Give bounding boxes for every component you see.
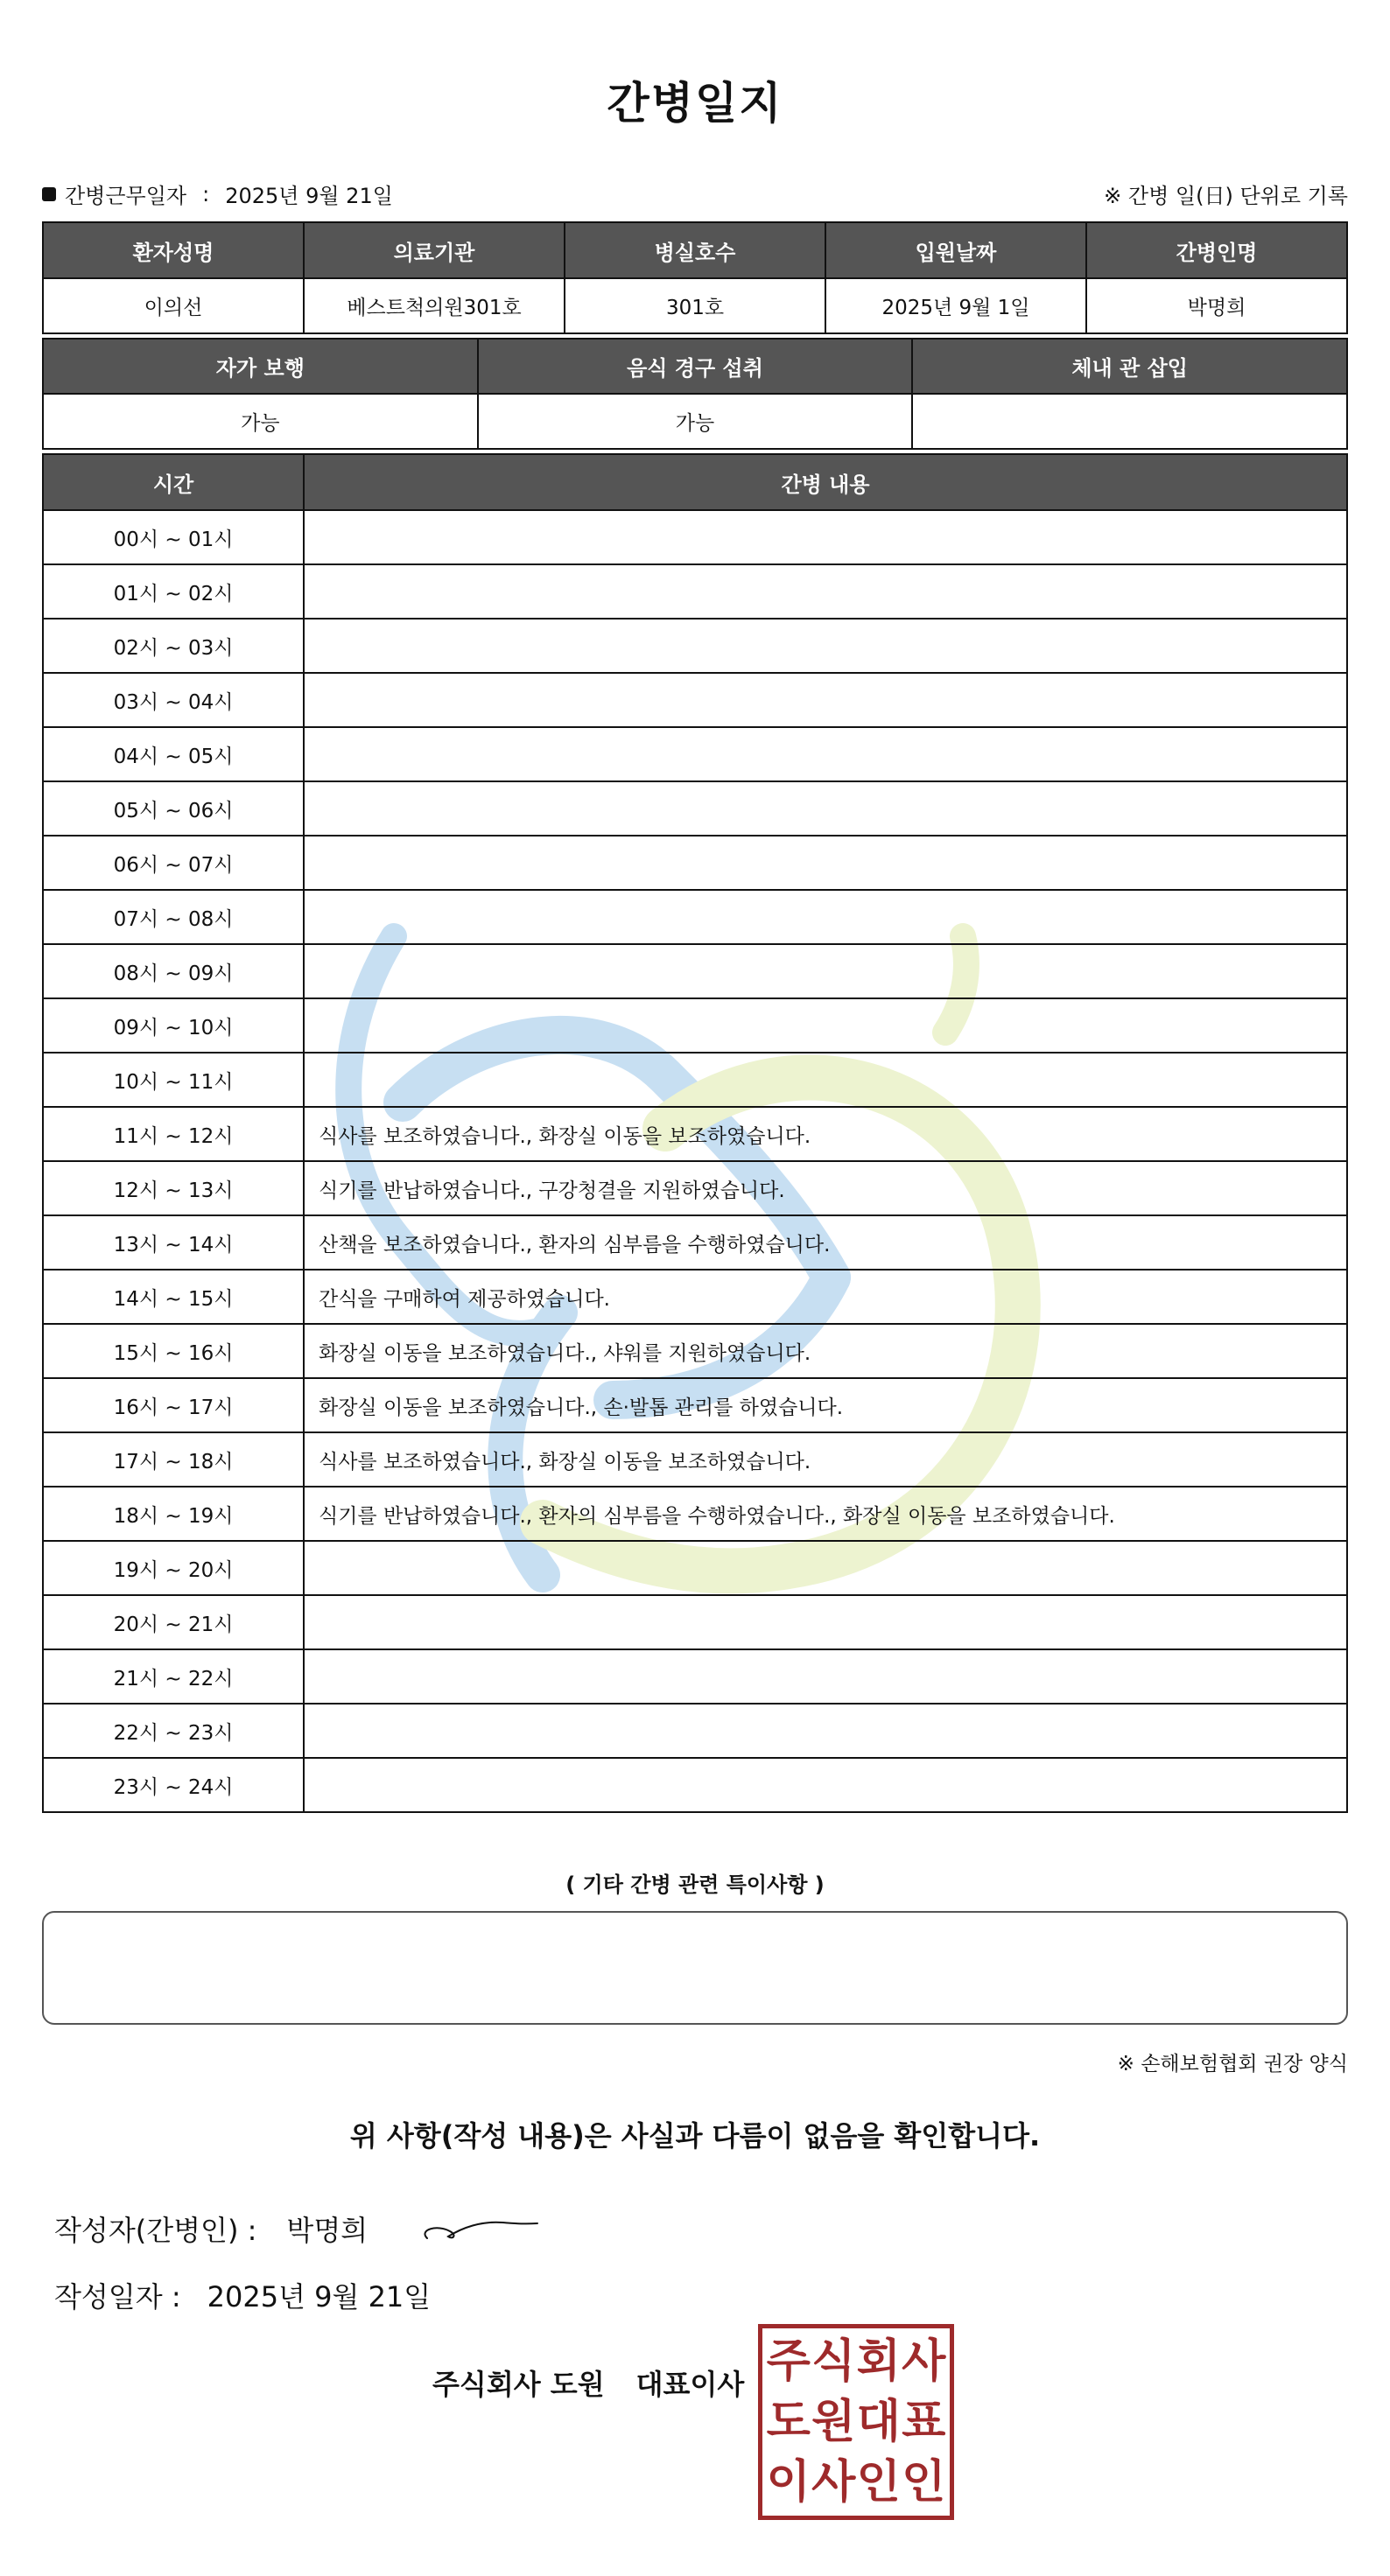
care-log-row [43, 890, 1347, 944]
writer-row [54, 2208, 368, 2249]
care-log-row [43, 1758, 1347, 1812]
care-log-time: 06시 ~ 07시 [43, 836, 304, 890]
work-date-label: 간병근무일자 [65, 184, 187, 208]
care-log-time: 20시 ~ 21시 [43, 1595, 304, 1649]
care-log-time: 18시 ~ 19시 [43, 1487, 304, 1541]
work-date-separator: : [202, 181, 210, 206]
care-log-content [304, 727, 1347, 781]
care-log-content [304, 619, 1347, 673]
care-log-row [43, 1215, 1347, 1270]
seal-character: 식 [811, 2335, 856, 2389]
header-care-content: 간병 내용 [304, 454, 1347, 510]
room-number-value: 301호 [565, 278, 825, 333]
care-log-row [43, 1324, 1347, 1378]
seal-character: 인 [902, 2455, 946, 2509]
care-log-row [43, 1053, 1347, 1107]
handwritten-signature [418, 2205, 550, 2249]
care-log-time: 09시 ~ 10시 [43, 998, 304, 1053]
header-oral-intake: 음식 경구 섭취 [478, 339, 913, 394]
care-log-content [304, 1649, 1347, 1704]
write-date-value: 2025년 9월 21일 [207, 2280, 432, 2314]
seal-character: 회 [856, 2335, 901, 2389]
oral-intake-value: 가능 [478, 394, 913, 449]
seal-character: 표 [902, 2395, 946, 2448]
patient-info-header-row [43, 222, 1347, 278]
care-log-time: 13시 ~ 14시 [43, 1215, 304, 1270]
care-log-content [304, 1758, 1347, 1812]
care-log-row [43, 1649, 1347, 1704]
document-title: 간병일지 [607, 78, 783, 129]
care-log-time: 17시 ~ 18시 [43, 1432, 304, 1487]
care-log-time: 22시 ~ 23시 [43, 1704, 304, 1758]
writer-label: 작성자(간병인) : [54, 2214, 257, 2247]
writer-name: 박명희 [286, 2214, 369, 2247]
patient-info-table [42, 221, 1348, 334]
seal-character: 사 [811, 2455, 856, 2509]
care-log-row [43, 944, 1347, 998]
care-log-content [304, 1595, 1347, 1649]
care-log-time: 10시 ~ 11시 [43, 1053, 304, 1107]
care-log-content: 간식을 구매하여 제공하였습니다. [304, 1270, 1347, 1324]
care-log-time: 07시 ~ 08시 [43, 890, 304, 944]
care-log-content [304, 998, 1347, 1053]
care-log-content: 식기를 반납하였습니다., 환자의 심부름을 수행하였습니다., 화장실 이동을 보조하였습니다. [304, 1487, 1347, 1541]
care-log-table [42, 453, 1348, 1813]
seal-character: 대 [856, 2395, 901, 2448]
care-log-content [304, 1541, 1347, 1595]
care-log-row [43, 998, 1347, 1053]
care-log-time: 05시 ~ 06시 [43, 781, 304, 836]
company-row [432, 2362, 744, 2403]
seal-character: 도 [766, 2395, 811, 2448]
status-value-row [43, 394, 1347, 449]
care-log-time: 21시 ~ 22시 [43, 1649, 304, 1704]
care-log-row [43, 673, 1347, 727]
write-date-label: 작성일자 : [54, 2280, 181, 2314]
remarks-box [42, 1911, 1348, 2025]
care-log-time: 01시 ~ 02시 [43, 564, 304, 619]
care-log-row [43, 1270, 1347, 1324]
care-log-row [43, 836, 1347, 890]
work-date-value: 2025년 9월 21일 [225, 184, 393, 208]
care-log-time: 12시 ~ 13시 [43, 1161, 304, 1215]
care-log-row [43, 727, 1347, 781]
care-log-content [304, 673, 1347, 727]
care-log-row [43, 1541, 1347, 1595]
care-log-time: 00시 ~ 01시 [43, 510, 304, 564]
seal-character: 이 [766, 2455, 811, 2509]
header-caregiver-name: 간병인명 [1086, 222, 1347, 278]
status-header-row [43, 339, 1347, 394]
care-log-content [304, 836, 1347, 890]
write-date-row [54, 2275, 431, 2315]
care-log-content: 산책을 보조하였습니다., 환자의 심부름을 수행하였습니다. [304, 1215, 1347, 1270]
care-log-content [304, 1053, 1347, 1107]
care-log-time: 16시 ~ 17시 [43, 1378, 304, 1432]
care-log-row [43, 510, 1347, 564]
care-log-row [43, 1595, 1347, 1649]
admission-date-value: 2025년 9월 1일 [825, 278, 1086, 333]
patient-info-value-row [43, 278, 1347, 333]
care-log-time: 23시 ~ 24시 [43, 1758, 304, 1812]
patient-name-value: 이의선 [43, 278, 304, 333]
care-log-content [304, 510, 1347, 564]
care-log-row [43, 564, 1347, 619]
record-unit-note: ※ 간병 일(日) 단위로 기록 [1104, 184, 1348, 208]
care-log-time: 03시 ~ 04시 [43, 673, 304, 727]
care-log-time: 15시 ~ 16시 [43, 1324, 304, 1378]
care-log-content [304, 564, 1347, 619]
header-room-number: 병실호수 [565, 222, 825, 278]
seal-character: 인 [856, 2455, 901, 2509]
care-log-time: 02시 ~ 03시 [43, 619, 304, 673]
work-date-row [42, 178, 393, 209]
care-log-time: 08시 ~ 09시 [43, 944, 304, 998]
medical-institution-value: 베스트척의원301호 [304, 278, 565, 333]
header-patient-name: 환자성명 [43, 222, 304, 278]
recommended-form-note: ※ 손해보험협회 권장 양식 [1117, 2053, 1348, 2076]
care-log-row [43, 1704, 1347, 1758]
remarks-label: ( 기타 간병 관련 특이사항 ) [565, 1872, 825, 1897]
care-log-header-row [43, 454, 1347, 510]
header-admission-date: 입원날짜 [825, 222, 1086, 278]
header-self-walking: 자가 보행 [43, 339, 478, 394]
care-log-row [43, 781, 1347, 836]
care-log-content: 화장실 이동을 보조하였습니다., 손·발톱 관리를 하였습니다. [304, 1378, 1347, 1432]
seal-character: 원 [811, 2395, 856, 2448]
care-log-time: 04시 ~ 05시 [43, 727, 304, 781]
seal-character: 사 [902, 2335, 946, 2389]
care-log-content: 화장실 이동을 보조하였습니다., 샤워를 지원하였습니다. [304, 1324, 1347, 1378]
care-log-row [43, 1107, 1347, 1161]
care-log-content: 식사를 보조하였습니다., 화장실 이동을 보조하였습니다. [304, 1432, 1347, 1487]
care-log-row [43, 619, 1347, 673]
care-log-content [304, 781, 1347, 836]
tube-insertion-value [912, 394, 1347, 449]
caregiver-name-value: 박명희 [1086, 278, 1347, 333]
care-log-content [304, 890, 1347, 944]
self-walking-value: 가능 [43, 394, 478, 449]
company-seal-stamp [758, 2324, 954, 2520]
care-log-time: 19시 ~ 20시 [43, 1541, 304, 1595]
bullet-square-icon [42, 187, 56, 201]
patient-status-table [42, 338, 1348, 450]
care-log-row [43, 1378, 1347, 1432]
representative-title: 대표이사 [635, 2368, 745, 2401]
header-medical-institution: 의료기관 [304, 222, 565, 278]
seal-character: 주 [766, 2335, 811, 2389]
header-tube-insertion: 체내 관 삽입 [912, 339, 1347, 394]
care-log-content: 식기를 반납하였습니다., 구강청결을 지원하였습니다. [304, 1161, 1347, 1215]
care-log-row [43, 1487, 1347, 1541]
care-log-body [43, 510, 1347, 1812]
care-log-row [43, 1432, 1347, 1487]
care-log-time: 11시 ~ 12시 [43, 1107, 304, 1161]
care-log-content [304, 1704, 1347, 1758]
care-log-content [304, 944, 1347, 998]
care-log-content: 식사를 보조하였습니다., 화장실 이동을 보조하였습니다. [304, 1107, 1347, 1161]
confirmation-statement: 위 사항(작성 내용)은 사실과 다름이 없음을 확인합니다. [349, 2119, 1041, 2152]
company-name: 주식회사 도원 [432, 2368, 605, 2401]
care-log-row [43, 1161, 1347, 1215]
care-log-time: 14시 ~ 15시 [43, 1270, 304, 1324]
header-time: 시간 [43, 454, 304, 510]
